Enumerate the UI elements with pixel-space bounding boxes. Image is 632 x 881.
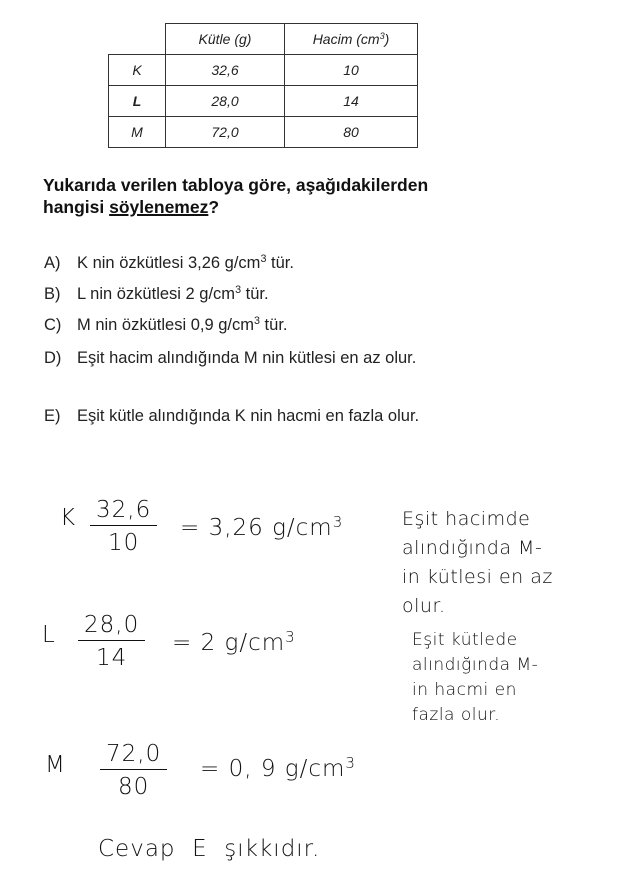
fraction-numerator: 32,6	[96, 497, 152, 523]
row-label: L	[109, 86, 166, 117]
option-text-end: tür.	[241, 285, 269, 303]
note-line: in kütlesi en az	[402, 566, 553, 588]
option-text-end: tür.	[266, 254, 294, 272]
row-mass: 72,0	[166, 117, 285, 148]
row-label: K	[109, 55, 166, 86]
fraction-numerator: 28,0	[84, 612, 140, 638]
table-header-row	[109, 24, 418, 55]
row-volume: 14	[285, 86, 418, 117]
note-line: Eşit kütlede	[412, 630, 518, 650]
note-line: fazla olur.	[412, 705, 501, 725]
option-text-end: tür.	[259, 316, 288, 334]
fraction-denominator: 14	[95, 645, 128, 671]
calc-label-k: K	[60, 505, 77, 531]
question-emphasis: söylenemez	[109, 197, 209, 217]
note-equal-mass	[412, 628, 627, 728]
note-equal-volume	[402, 505, 627, 621]
result-text: = 2 g/cm	[172, 630, 286, 656]
fraction-denominator: 10	[107, 530, 140, 556]
row-mass: 32,6	[166, 55, 285, 86]
question-prefix: hangisi	[43, 197, 110, 217]
header-volume-exponent: 3	[379, 31, 385, 41]
option-b[interactable]	[44, 283, 494, 305]
calc-fraction-l	[78, 612, 145, 671]
question-line-2	[43, 196, 523, 218]
header-volume-close: )	[384, 31, 390, 47]
result-exponent: 3	[332, 512, 344, 531]
table-row	[109, 86, 418, 117]
option-text	[77, 252, 494, 274]
row-mass: 28,0	[166, 86, 285, 117]
option-text	[77, 283, 494, 305]
result-exponent: 3	[285, 627, 296, 646]
note-line: alındığında M-	[402, 537, 543, 559]
row-volume: 10	[285, 55, 418, 86]
option-exponent: 3	[254, 315, 260, 328]
question-line-1: Yukarıda verilen tabloya göre, aşağıdakilerden	[43, 175, 429, 195]
row-label: M	[109, 117, 166, 148]
result-exponent: 3	[345, 753, 356, 772]
header-mass: Kütle (g)	[166, 24, 285, 55]
fraction-numerator: 72,0	[106, 741, 162, 767]
answer-statement: Cevap E şıkkıdır.	[98, 836, 321, 862]
option-e[interactable]	[44, 405, 494, 427]
result-text: = 0, 9 g/cm	[200, 756, 346, 782]
option-text-main: L nin özkütlesi 2 g/cm	[77, 285, 236, 303]
fraction-bar	[100, 769, 167, 770]
calc-result-k	[180, 512, 344, 541]
option-exponent: 3	[260, 253, 267, 266]
fraction-denominator: 80	[117, 774, 150, 800]
option-letter: D)	[44, 349, 62, 367]
table-row	[109, 117, 418, 148]
option-letter: E)	[44, 407, 61, 425]
question-text	[43, 174, 523, 218]
calc-label-m: M	[45, 752, 66, 778]
option-c[interactable]	[44, 314, 494, 336]
table-row	[109, 55, 418, 86]
option-d[interactable]	[44, 347, 494, 369]
calc-fraction-k	[90, 497, 157, 556]
table-corner-cell	[109, 24, 166, 55]
header-volume	[285, 24, 418, 55]
option-exponent: 3	[235, 284, 242, 297]
calc-result-l	[172, 627, 296, 656]
calc-result-m	[200, 753, 356, 782]
option-letter: C)	[44, 316, 62, 334]
option-letter: B)	[44, 285, 61, 303]
question-suffix: ?	[208, 197, 220, 217]
option-text: Eşit hacim alındığında M nin kütlesi en az olur.	[77, 349, 417, 367]
option-text-main: K nin özkütlesi 3,26 g/cm	[77, 254, 261, 272]
note-line: alındığında M-	[412, 655, 539, 675]
note-line: olur.	[402, 595, 446, 617]
option-text-main: M nin özkütlesi 0,9 g/cm	[77, 316, 254, 334]
option-text	[77, 314, 494, 336]
note-line: Eşit hacimde	[402, 508, 531, 530]
option-text: Eşit kütle alındığında K nin hacmi en fazla olur.	[77, 407, 420, 425]
fraction-bar	[78, 640, 145, 641]
header-volume-text: Hacim (cm	[312, 31, 380, 47]
fraction-bar	[90, 525, 157, 526]
option-letter: A)	[44, 254, 61, 272]
data-table	[108, 23, 418, 148]
note-line: in hacmi en	[412, 680, 517, 700]
result-text: = 3,26 g/cm	[180, 515, 333, 541]
calc-label-l: L	[42, 622, 56, 648]
row-volume: 80	[285, 117, 418, 148]
calc-fraction-m	[100, 741, 167, 800]
option-a[interactable]	[44, 252, 494, 274]
